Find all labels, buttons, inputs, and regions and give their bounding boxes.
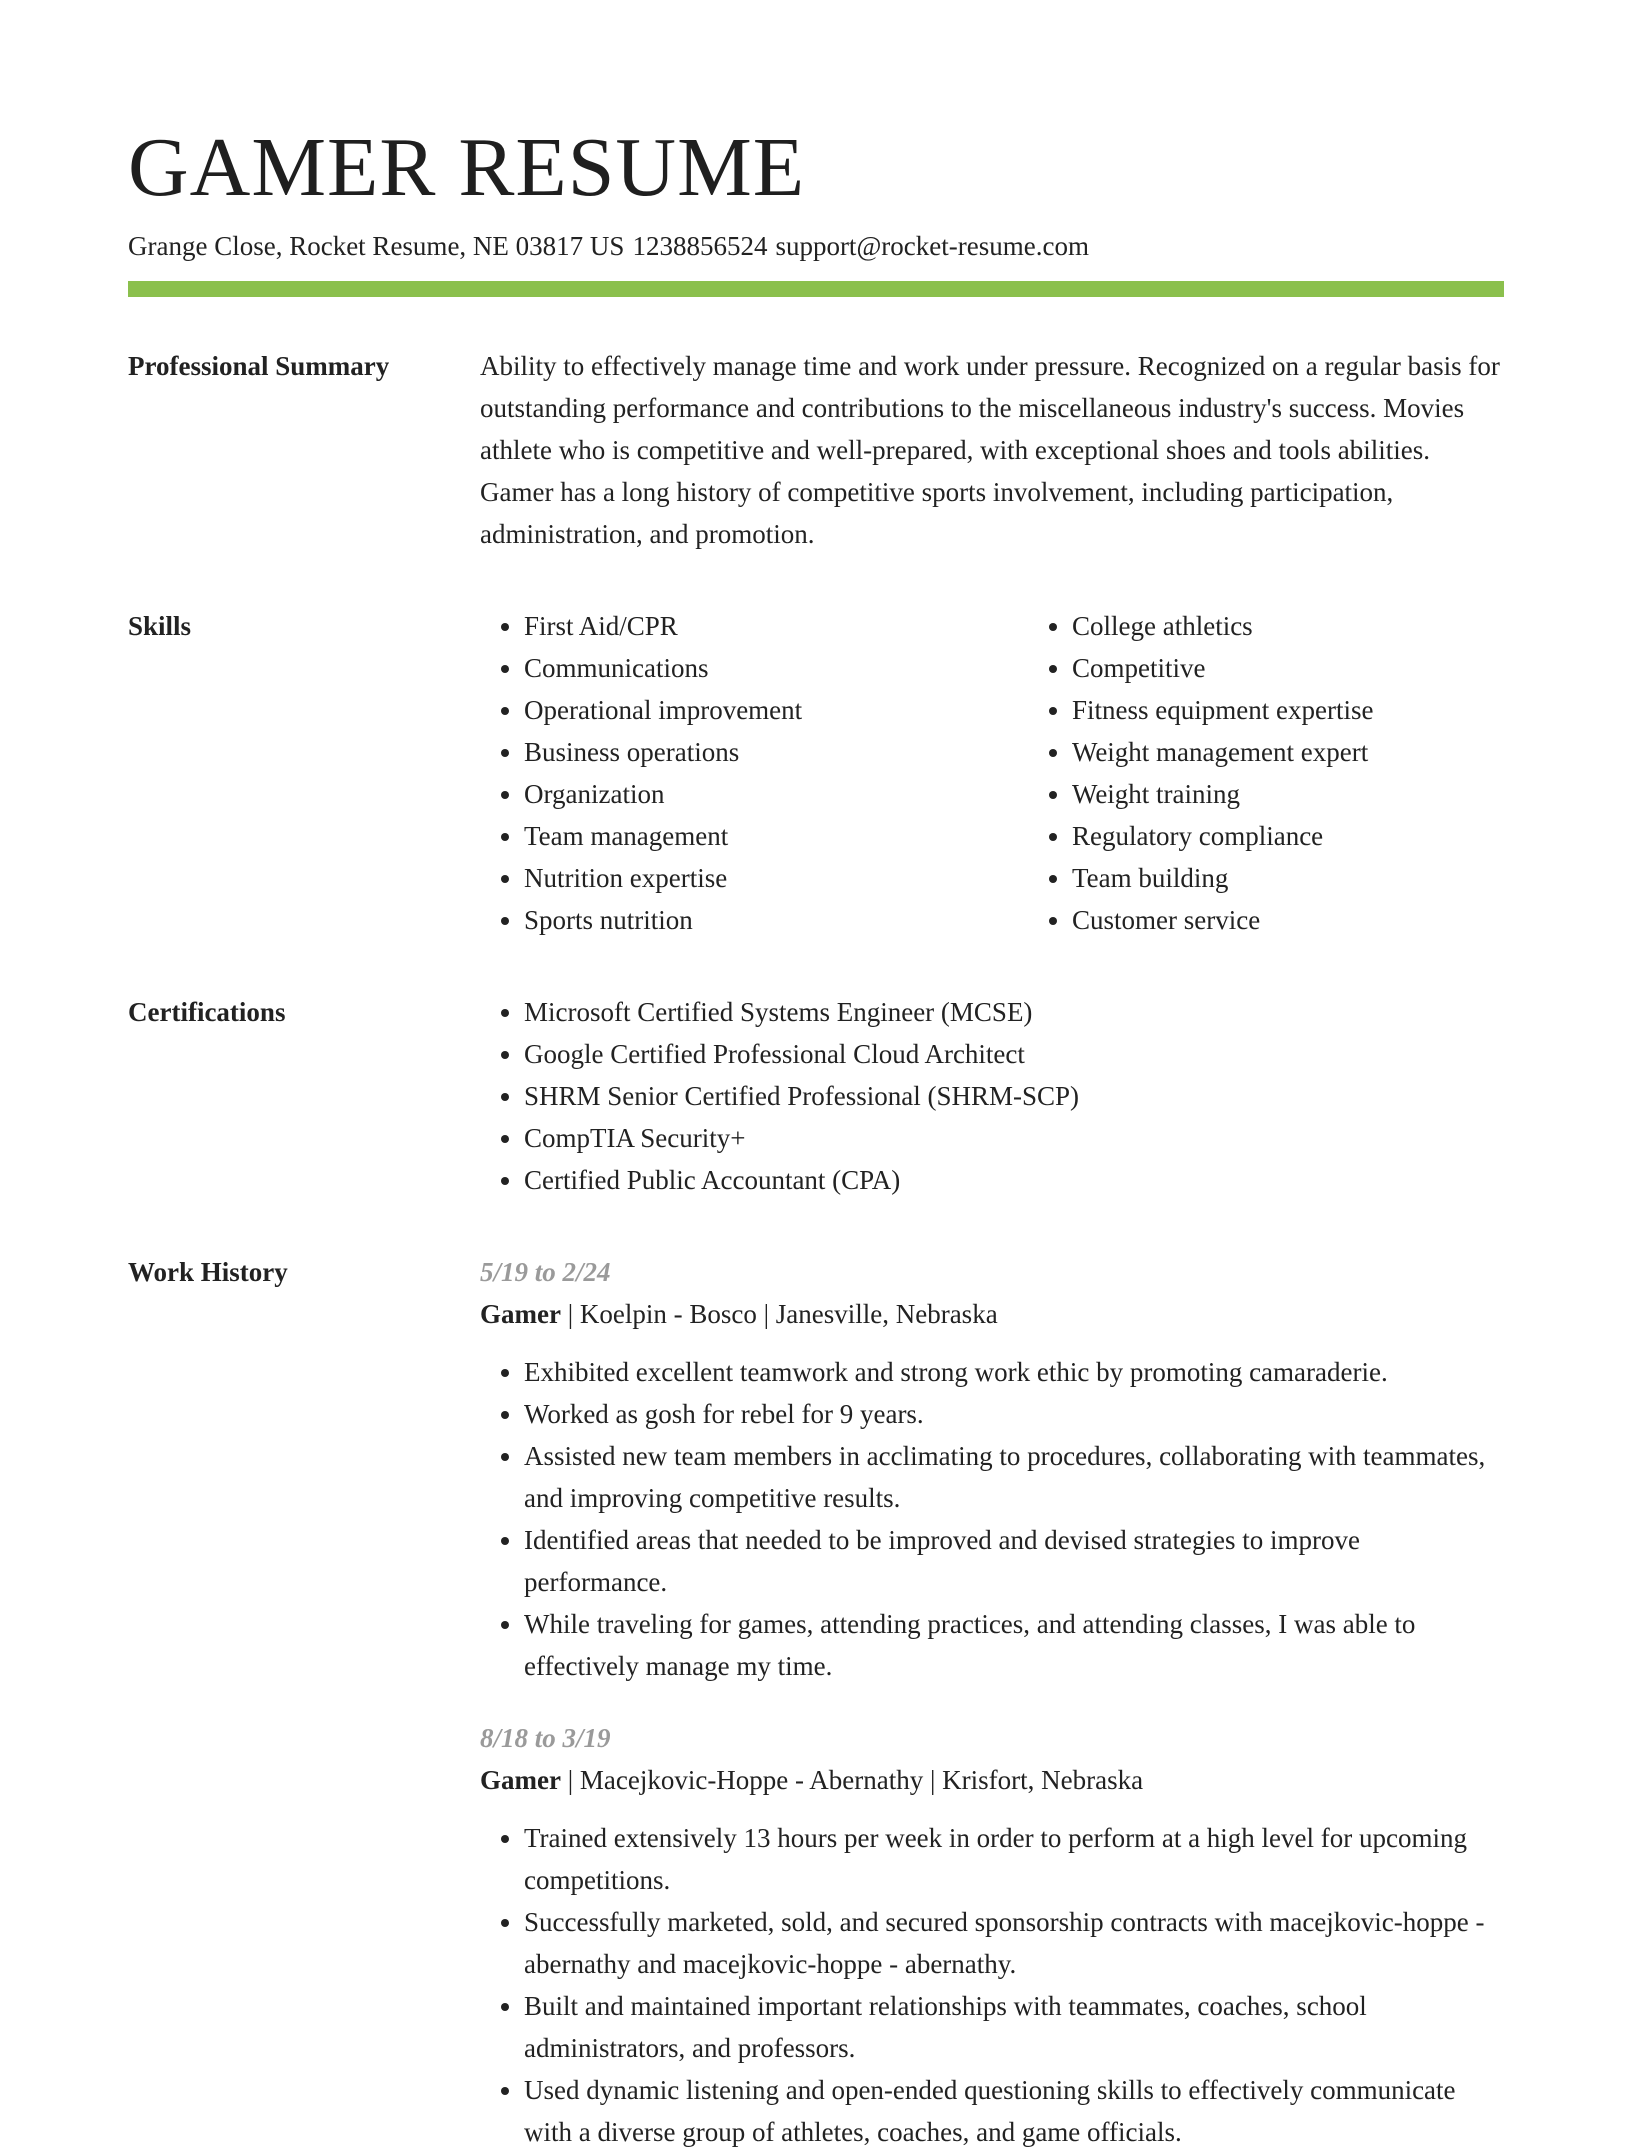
skill-item: • Fitness equipment expertise [1072, 689, 1373, 731]
job-bullet: • Exhibited excellent teamwork and strong work ethic by promoting camaraderie. [524, 1351, 1504, 1393]
skills-label: Skills [128, 611, 192, 641]
certification-item: • Microsoft Certified Systems Engineer (MCSE) [524, 991, 1504, 1033]
skill-item: • Competitive [1072, 647, 1373, 689]
contact-phone: 1238856524 [632, 231, 768, 261]
skill-item: • Team management [524, 815, 1028, 857]
contact-email: support@rocket-resume.com [775, 231, 1089, 261]
job-heading [480, 1759, 1504, 1801]
certification-item: • SHRM Senior Certified Professional (SHRM-SCP) [524, 1075, 1504, 1117]
skill-item: • Customer service [1072, 899, 1373, 941]
job-bullet: • Built and maintained important relationships with teammates, coaches, school administrators, and professors. [524, 1985, 1504, 2069]
certifications-label: Certifications [128, 997, 286, 1027]
certifications-section [128, 991, 1504, 1201]
job-bullet: • Used dynamic listening and open-ended questioning skills to effectively communicate with a diverse group of athletes, coaches, and game officials. [524, 2069, 1504, 2153]
work-history-section [128, 1251, 1504, 2153]
contact-address: Grange Close, Rocket Resume, NE 03817 US [128, 231, 625, 261]
job-entry [480, 1717, 1504, 2153]
job-title: Gamer [480, 1765, 561, 1795]
job-bullet: • Assisted new team members in acclimating to procedures, collaborating with teammates, and improving competitive results. [524, 1435, 1504, 1519]
job-details: | Macejkovic-Hoppe - Abernathy | Krisfort, Nebraska [560, 1765, 1144, 1795]
job-heading [480, 1293, 1504, 1335]
work-history-label: Work History [128, 1257, 288, 1287]
skill-item: • Sports nutrition [524, 899, 1028, 941]
job-bullet: • Identified areas that needed to be improved and devised strategies to improve performance. [524, 1519, 1504, 1603]
header-divider [128, 281, 1504, 297]
skill-item: • First Aid/CPR [524, 605, 1028, 647]
summary-text: Ability to effectively manage time and work under pressure. Recognized on a regular basis for outstanding performance and contributions to the miscellaneous industry's success. Movies athlete who is competitive and well-prepared, with exceptional shoes and tools abilities. Gamer has a long history of competitive sports involvement, including participation, administration, and promotion. [480, 351, 1500, 549]
skill-item: • Nutrition expertise [524, 857, 1028, 899]
resume-title: GAMER RESUME [128, 121, 806, 214]
summary-label: Professional Summary [128, 351, 390, 381]
skill-item: • Organization [524, 773, 1028, 815]
job-bullets [480, 1351, 1504, 1687]
skill-item: • Weight training [1072, 773, 1373, 815]
job-bullet: • While traveling for games, attending practices, and attending classes, I was able to effectively manage my time. [524, 1603, 1504, 1687]
skill-item: • Business operations [524, 731, 1028, 773]
skill-item: • Weight management expert [1072, 731, 1373, 773]
job-bullet: • Worked as gosh for rebel for 9 years. [524, 1393, 1504, 1435]
job-bullet: • Successfully marketed, sold, and secured sponsorship contracts with macejkovic-hoppe - abernathy and macejkovic-hoppe - abernathy. [524, 1901, 1504, 1985]
certification-item: • Google Certified Professional Cloud Architect [524, 1033, 1504, 1075]
job-dates: 8/18 to 3/19 [480, 1723, 611, 1753]
skill-item: • Team building [1072, 857, 1373, 899]
resume-page [128, 118, 1504, 2153]
certification-item: • CompTIA Security+ [524, 1117, 1504, 1159]
certifications-list [480, 991, 1504, 1201]
contact-line [128, 228, 1504, 264]
job-details: | Koelpin - Bosco | Janesville, Nebraska [560, 1299, 998, 1329]
skills-list-left [480, 605, 1028, 941]
job-entry [480, 1251, 1504, 1687]
job-dates: 5/19 to 2/24 [480, 1257, 611, 1287]
skills-section [128, 605, 1504, 941]
summary-section [128, 345, 1504, 555]
job-bullet: • Trained extensively 13 hours per week in order to perform at a high level for upcoming competitions. [524, 1817, 1504, 1901]
skills-list-right [1028, 605, 1373, 941]
skill-item: • Communications [524, 647, 1028, 689]
job-bullets [480, 1817, 1504, 2153]
job-title: Gamer [480, 1299, 561, 1329]
certification-item: • Certified Public Accountant (CPA) [524, 1159, 1504, 1201]
skill-item: • College athletics [1072, 605, 1373, 647]
skill-item: • Operational improvement [524, 689, 1028, 731]
skill-item: • Regulatory compliance [1072, 815, 1373, 857]
